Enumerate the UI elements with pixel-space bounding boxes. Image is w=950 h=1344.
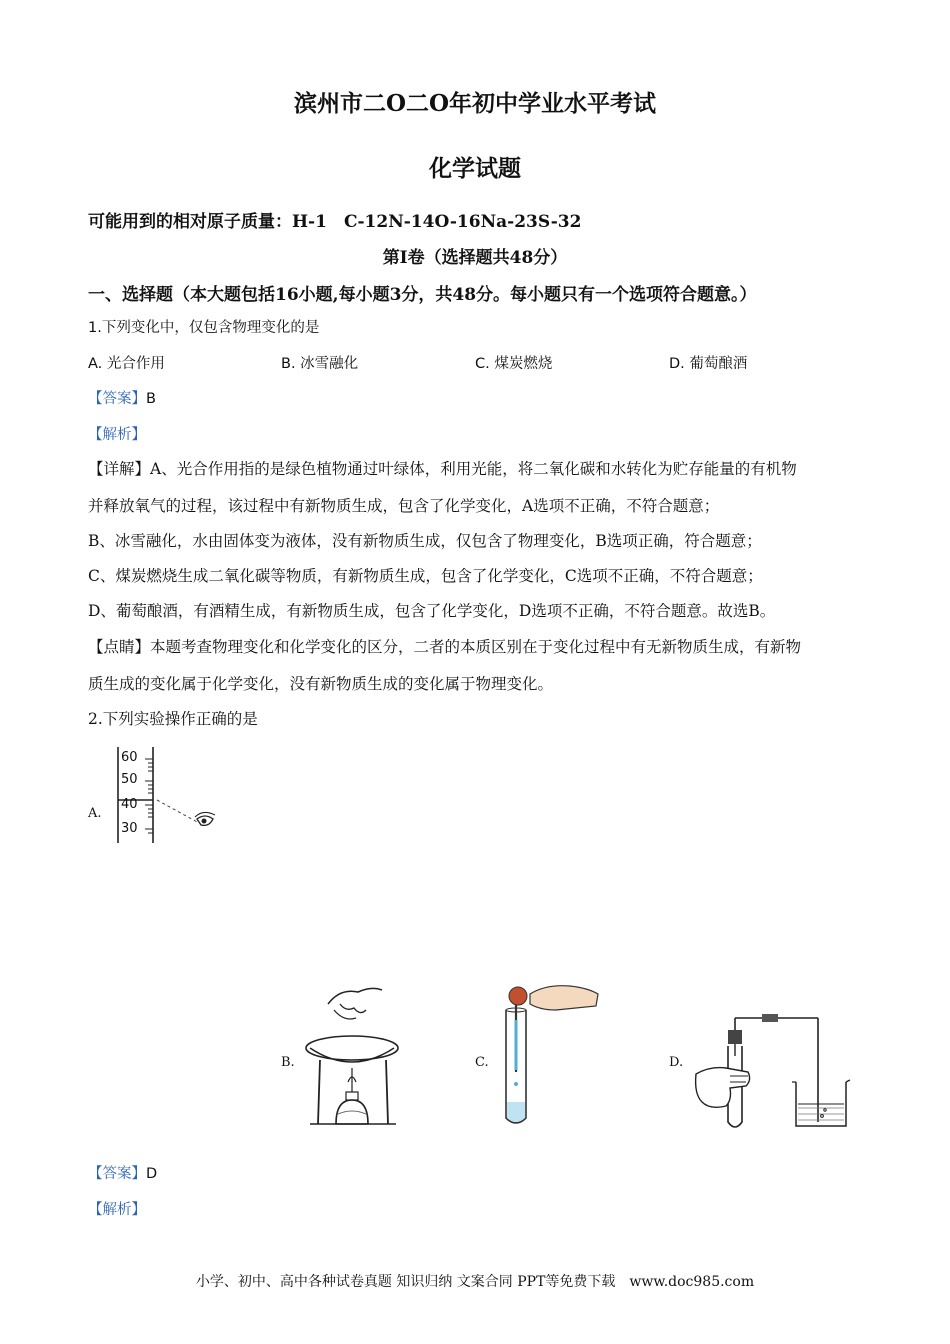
q1-option-b: B. 冰雪融化 [281, 356, 359, 372]
q1-analysis-tag: 【解析】 [88, 427, 146, 443]
q2-stem: 2.下列实验操作正确的是 [88, 710, 258, 728]
atomic-mass-line: 可能用到的相对原子质量：H-1 C-12N-14O-16Na-23S-32 [88, 212, 582, 232]
q2-label-b: B. [281, 1055, 295, 1070]
answer-tag: 【答案】 [88, 391, 146, 407]
q1-detail-line: B、冰雪融化，水由固体变为液体，没有新物质生成，仅包含了物理变化，B选项正确，符合题意； [88, 532, 762, 550]
q1-detail-line: C、煤炭燃烧生成二氧化碳等物质，有新物质生成，包含了化学变化，C选项不正确，不符合题意； [88, 567, 763, 585]
q1-comment-line: 质生成的变化属于化学变化，没有新物质生成的变化属于物理变化。 [88, 675, 554, 693]
cylinder-tick-30: 30 [121, 821, 138, 836]
answer-value: D [146, 1166, 158, 1182]
volume-title: 第I卷（选择题共48分） [382, 248, 568, 268]
q1-comment-line: 【点睛】本题考查物理变化和化学变化的区分，二者的本质区别在于变化过程中有无新物质生成，有新物 [88, 638, 802, 656]
dropper-illustration [496, 980, 606, 1130]
answer-tag: 【答案】 [88, 1166, 146, 1182]
q1-option-c: C. 煤炭燃烧 [475, 356, 553, 372]
cylinder-tick-40: 40 [121, 797, 138, 812]
exam-title: 滨州市二O二O年初中学业水平考试 [293, 90, 657, 117]
q2-label-d: D. [669, 1055, 684, 1070]
section-title: 一、选择题（本大题包括16小题,每小题3分，共48分。每小题只有一个选项符合题意。） [88, 285, 757, 305]
q1-detail-line: 【详解】A、光合作用指的是绿色植物通过叶绿体，利用光能，将二氧化碳和水转化为贮存能量的有机物 [88, 460, 797, 478]
subject-title: 化学试题 [429, 155, 521, 182]
cylinder-tick-60: 60 [121, 750, 138, 765]
cylinder-tick-50: 50 [121, 772, 138, 787]
q2-analysis-tag: 【解析】 [88, 1202, 146, 1218]
q1-answer [88, 387, 156, 408]
q1-detail-line: D、葡萄酿酒，有酒精生成，有新物质生成，包含了化学变化，D选项不正确，不符合题意。故选B。 [88, 602, 776, 620]
q1-detail-line: 并释放氧气的过程，该过程中有新物质生成，包含了化学变化，A选项不正确，不符合题意； [88, 497, 720, 515]
q1-option-a: A. 光合作用 [88, 356, 165, 372]
page-footer: 小学、初中、高中各种试卷真题 知识归纳 文案合同 PPT等免费下载 www.doc985.com [195, 1274, 755, 1290]
q1-stem: 1.下列变化中，仅包含物理变化的是 [88, 320, 320, 336]
q2-label-a: A. [88, 806, 102, 821]
q2-answer [88, 1162, 157, 1183]
evaporation-illustration [300, 982, 410, 1132]
answer-value: B [146, 391, 156, 407]
q1-option-d: D. 葡萄酿酒 [669, 356, 748, 372]
q2-label-c: C. [475, 1055, 489, 1070]
airtightness-check-illustration [690, 1010, 860, 1135]
